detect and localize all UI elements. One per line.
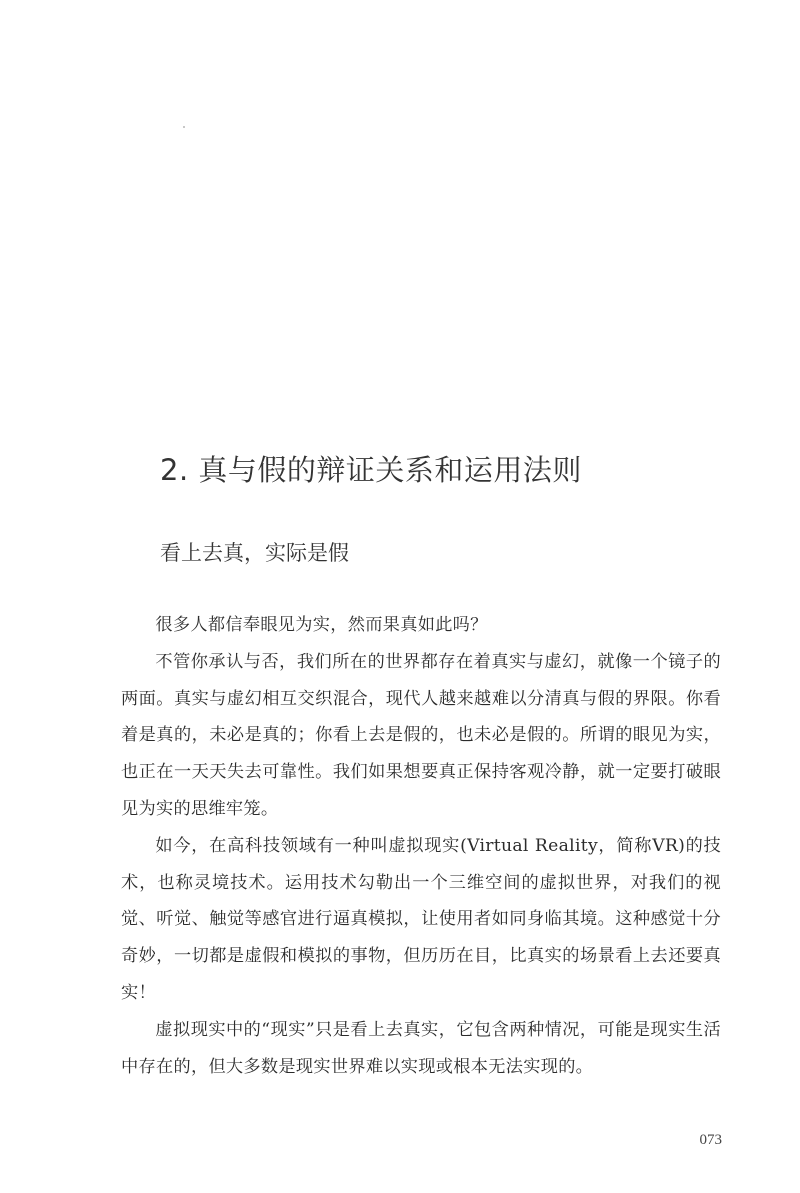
section-subtitle: 看上去真，实际是假 [160, 541, 349, 565]
paragraph-2: 不管你承认与否，我们所在的世界都存在着真实与虚幻，就像一个镜子的两面。真实与虚幻相互交织混合，现代人越来越难以分清真与假的界限。你看着是真的，未必是真的；你看上去是假的，也未必是假的。所谓的眼见为实，也正在一天天失去可靠性。我们如果想要真正保持客观冷静，就一定要打破眼见为实的思维牢笼。 [121, 651, 721, 819]
scan-speck [183, 126, 185, 128]
page-number: 073 [699, 1132, 722, 1148]
body-text [121, 607, 721, 1085]
paragraph-4: 虚拟现实中的“现实”只是看上去真实，它包含两种情况，可能是现实生活中存在的，但大多数是现实世界难以实现或根本无法实现的。 [121, 1019, 721, 1077]
paragraph-3: 如今，在高科技领域有一种叫虚拟现实(Virtual Reality，简称VR)的技术，也称灵境技术。运用技术勾勒出一个三维空间的虚拟世界，对我们的视觉、听觉、触觉等感官进行逼真模拟，让使用者如同身临其境。这种感觉十分奇妙，一切都是虚假和模拟的事物，但历历在目，比真实的场景看上去还要真实！ [121, 835, 721, 1003]
paragraph-1: 很多人都信奉眼见为实，然而果真如此吗？ [155, 615, 488, 635]
chapter-title: 2. 真与假的辩证关系和运用法则 [160, 453, 582, 487]
